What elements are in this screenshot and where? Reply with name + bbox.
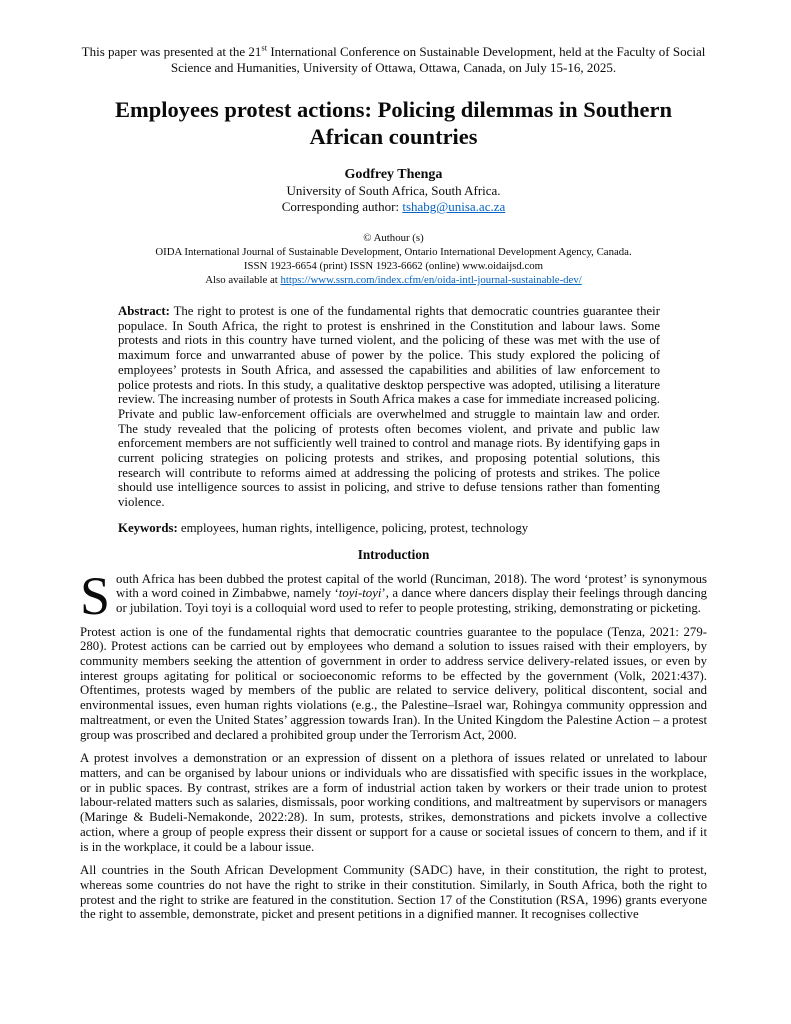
keywords-label: Keywords: <box>118 520 178 535</box>
availability-label: Also available at <box>205 274 281 286</box>
author-affiliation: University of South Africa, South Africa. <box>286 183 501 198</box>
publication-block <box>80 231 707 287</box>
intro-paragraph-3: A protest involves a demonstration or an expression of dissent on a plethora of issues related or unrelated to labour matters, and can be organised by labour unions or individuals who are dissatisfied with specific issues in the workplace, or in public spaces. By contrast, strikes are a form of industrial action taken by workers or their trade union to protest labour-related matters such as salaries, dismissals, poor working conditions, and maltreatment by supervisors or managers (Maringe & Budeli-Nemakonde, 2022:28). In sum, protests, strikes, demonstrations and pickets involve a collective action, where a group of people express their dissent or support for a cause or societal issues of concern to them, and if it is in the workplace, it could be a labour issue. <box>80 751 707 854</box>
intro-paragraph-1-text: outh Africa has been dubbed the protest capital of the world (Runciman, 2018). The word ‘protest’ is synonymous with a word coined in Zimbabwe, namely ‘ <box>116 571 707 601</box>
intro-paragraph-2: Protest action is one of the fundamental rights that democratic countries guarantee to the populace (Tenza, 2021: 279-280). Protest actions can be carried out by employees who demand a solution to issues raised with their employers, by community members seeking the attention of government in order to address service delivery-related issues, or even by interest groups agitating for political or socioeconomic reforms to be effected by the government (Volk, 2021:437). Oftentimes, protests waged by members of the public are related to service delivery, political discontent, social and environmental issues, even human rights violations (e.g., the Palestine–Israel war, Rohingya community oppression and maltreatment, or even the United States’ aggression towards Iran). In the United Kingdom the Palestine Action – a protest group was proscribed and declared a prohibited group under the Terrorism Act, 2000. <box>80 624 707 742</box>
conference-note-suffix: International Conference on Sustainable Development, held at the Faculty of Social Science and Humanities, University of Ottawa, Ottawa, Canada, on July 15-16, 2025. <box>170 44 706 75</box>
intro-paragraph-1 <box>80 565 707 626</box>
conference-note-prefix: This paper was presented at the 21 <box>81 44 262 59</box>
abstract-label: Abstract: <box>118 304 170 318</box>
availability-line <box>80 273 707 287</box>
intro-paragraph-1-text-cont: ’, a dance where dancers display their feelings through dancing or jubilation. Toyi toyi is a colloquial word used to refer to people protesting, striking, demonstrating or picketing. <box>116 586 707 615</box>
abstract-paragraph <box>118 304 660 510</box>
corresponding-email-link[interactable]: tshabg@unisa.ac.za <box>402 199 506 214</box>
intro-paragraph-4: All countries in the South African Development Community (SADC) have, in their constitution, the right to protest, whereas some countries do not have the right to strike in their constitution. Similarly, in South Africa, both the right to protest and the right to strike are featured in the constitution. Section 17 of the Constitution (RSA, 1996) grants everyone the right to assemble, demonstrate, picket and present petitions in a dignified manner. It recognises collective <box>80 863 707 922</box>
issn-line: ISSN 1923-6654 (print) ISSN 1923-6662 (online) www.oidaijsd.com <box>243 260 544 272</box>
journal-line: OIDA International Journal of Sustainable Development, Ontario International Development Agency, Canada. <box>155 246 632 258</box>
keywords-text: employees, human rights, intelligence, policing, protest, technology <box>177 520 529 535</box>
abstract-text: The right to protest is one of the fundamental rights that democratic countries guarantee their populace. In South Africa, the right to protest is enshrined in the Constitution and labour laws. Some protests and riots in this country have turned violent, and the policing of these was met with the use of maximum force and unwarranted abuse of power by the police. This study explored the policing of employees’ protests in South Africa, and assessed the capabilities and abilities of law enforcement to police protests and riots. In this study, a qualitative desktop perspective was adopted, utilising a literature review. The increasing number of protests in South Africa makes a case for immediate increased policing. Private and public law-enforcement officials are overwhelmed and struggle to maintain law and order. The study revealed that the policing of protests often becomes violent, and private and public law enforcement members are not sufficiently well trained to control and manage riots. By identifying gaps in current policing strategies on policing protests and strikes, and proposing potential solutions, this research will contribute to reforms aimed at addressing the policing of protests and strikes. The police should use intelligence sources to assist in policing, and strive to defuse tensions rather than fomenting violence. <box>118 304 660 510</box>
copyright-line: © Authour (s) <box>363 232 424 244</box>
corresponding-author-label: Corresponding author: <box>281 199 403 214</box>
ssrn-url-link[interactable]: https://www.ssrn.com/index.cfm/en/oida-intl-journal-sustainable-dev/ <box>280 274 582 286</box>
author-name: Godfrey Thenga <box>344 167 443 182</box>
toyi-toyi-italic: toyi-toyi <box>338 586 382 601</box>
paper-title: Employees protest actions: Policing dilemmas in Southern African countries <box>114 97 673 149</box>
ordinal-superscript: st <box>261 42 268 53</box>
author-block <box>80 166 707 215</box>
drop-cap: S <box>80 565 111 626</box>
keywords-line <box>118 521 660 536</box>
corresponding-author-line <box>80 199 707 215</box>
section-heading-introduction: Introduction <box>357 546 430 562</box>
conference-note <box>80 44 707 76</box>
